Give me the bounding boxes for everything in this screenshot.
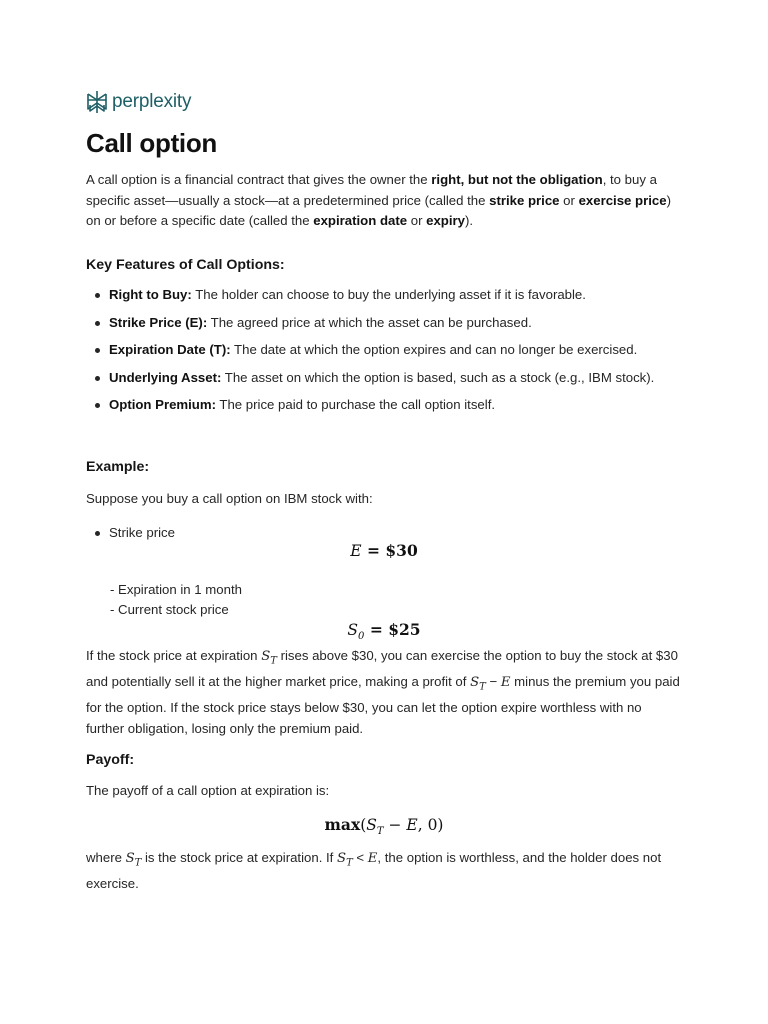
payoff-text: , the option is worthless, and the holder does not exercise. <box>86 850 662 892</box>
feature-term: Underlying Asset: <box>109 369 222 385</box>
example-text: rises above $30, you can exercise the option to buy the stock at $30 and potentially sell it at the higher market price, making a profit of <box>86 648 678 690</box>
math-value: = $30 <box>361 541 418 560</box>
feature-term: Right to Buy: <box>109 287 192 302</box>
feature-desc: The price paid to purchase the call option itself. <box>215 397 496 412</box>
math-var: E <box>350 542 362 560</box>
intro-text: ) on or before a specific date (called the <box>86 192 671 228</box>
feature-item <box>86 395 682 416</box>
example-explanation <box>86 646 682 739</box>
feature-term: Option Premium: <box>109 397 216 412</box>
intro-bold-term: strike price <box>489 192 560 208</box>
math-var: S <box>125 851 135 866</box>
payoff-heading: Payoff: <box>86 752 135 768</box>
intro-text: A call option is a financial contract that gives the owner the <box>86 172 432 187</box>
math-value: = $25 <box>364 620 421 639</box>
current-price-line: - Current stock price <box>110 602 229 617</box>
math-var: E <box>500 675 511 691</box>
math-var: S <box>470 675 480 691</box>
math-var: S <box>366 816 377 834</box>
math-sub: T <box>346 857 353 869</box>
math-sub: T <box>479 681 486 693</box>
example-text: If the stock price at expiration <box>86 648 262 663</box>
feature-desc: The asset on which the option is based, such as a stock (e.g., IBM stock). <box>221 369 655 385</box>
strike-equation <box>0 541 768 560</box>
math-var: S <box>347 621 359 639</box>
feature-item <box>86 368 682 389</box>
brand-name: perplexity <box>112 91 192 112</box>
example-text: minus the premium you paid for the option. If the stock price stays below $30, you can let the option expire worthless with no further obligation, losing only the premium paid. <box>86 674 680 736</box>
math-func: max <box>324 815 361 834</box>
payoff-lead: The payoff of a call option at expiration is: <box>86 783 330 798</box>
page-title: Call option <box>86 128 218 158</box>
features-list <box>86 285 682 416</box>
spot-equation <box>0 620 768 642</box>
feature-desc: The date at which the option expires and can no longer be exercised. <box>230 342 638 357</box>
brand-logo[interactable] <box>86 89 191 115</box>
intro-text: or <box>559 192 579 208</box>
math-op: − <box>383 816 407 834</box>
intro-bold-term: expiration date <box>313 213 408 228</box>
intro-bold-term: exercise price <box>578 192 667 208</box>
math-op: , 0) <box>417 816 444 834</box>
payoff-explanation <box>86 848 682 895</box>
perplexity-logo-icon <box>86 90 108 114</box>
math-var: S <box>261 649 271 664</box>
intro-text: ). <box>465 213 474 228</box>
feature-desc: The agreed price at which the asset can be purchased. <box>207 314 532 330</box>
math-sub: T <box>376 826 384 838</box>
example-lead: Suppose you buy a call option on IBM stock with: <box>86 491 373 506</box>
intro-bold-term: expiry <box>426 213 465 228</box>
math-sub: T <box>134 857 142 869</box>
math-var: S <box>337 851 347 866</box>
math-op: − <box>485 674 501 690</box>
intro-paragraph <box>86 170 682 232</box>
payoff-formula <box>0 815 768 837</box>
expiration-line: - Expiration in 1 month <box>110 582 242 597</box>
payoff-text: where <box>86 850 126 865</box>
feature-item <box>86 285 682 306</box>
payoff-text: is the stock price at expiration. If <box>141 850 338 865</box>
intro-text: , to buy a specific asset—usually a stock—at a predetermined price (called the <box>86 172 657 208</box>
features-heading: Key Features of Call Options: <box>86 257 285 273</box>
example-bullet: Strike price <box>86 523 682 544</box>
intro-bold-term: right, but not the obligation <box>431 172 603 187</box>
math-op: ( <box>360 816 367 834</box>
math-var: E <box>367 851 378 866</box>
feature-item <box>86 340 682 361</box>
feature-item <box>86 313 682 334</box>
example-heading: Example: <box>86 459 150 475</box>
intro-text: or <box>407 213 427 228</box>
feature-term: Strike Price (E): <box>109 314 208 330</box>
math-sub: 0 <box>358 631 365 643</box>
math-sub: T <box>270 655 277 667</box>
feature-term: Expiration Date (T): <box>109 342 231 357</box>
feature-desc: The holder can choose to buy the underlying asset if it is favorable. <box>191 287 586 302</box>
math-op: < <box>352 850 368 865</box>
math-var: E <box>406 816 418 834</box>
